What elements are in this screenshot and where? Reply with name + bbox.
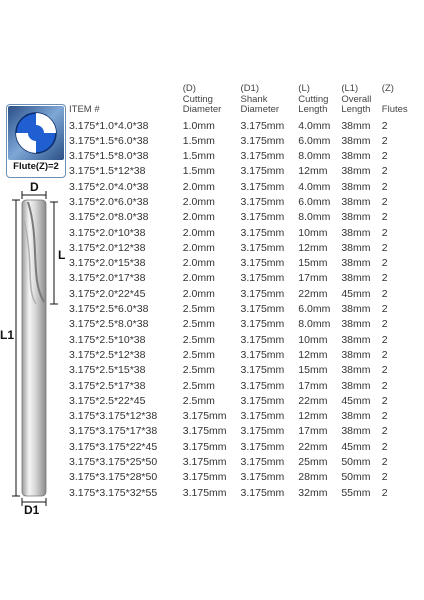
cell-item: 3.175*2.5*10*38 — [69, 333, 146, 346]
cell-item: 3.175*2.0*6.0*38 — [69, 195, 149, 208]
cell-flutes: 2 — [381, 303, 388, 316]
table-row — [68, 333, 416, 348]
cell-item: 3.175*2.0*4.0*38 — [69, 180, 149, 193]
cell-flutes: 2 — [381, 195, 388, 208]
cell-cutting-length: 8.0mm — [298, 150, 331, 163]
cell-cutting-length: 10mm — [298, 226, 328, 239]
cell-flutes: 2 — [381, 333, 388, 346]
cell-flutes: 2 — [381, 180, 388, 193]
cell-overall-length: 50mm — [341, 471, 371, 484]
table-body — [68, 119, 416, 501]
cell-cutting-diameter: 2.0mm — [182, 195, 215, 208]
cell-cutting-length: 28mm — [298, 471, 328, 484]
spec-table — [68, 84, 416, 501]
cell-overall-length: 38mm — [341, 348, 371, 361]
cell-shank-diameter: 3.175mm — [240, 303, 285, 316]
cell-overall-length: 38mm — [341, 364, 371, 377]
cell-cutting-diameter: 2.0mm — [182, 272, 215, 285]
cell-flutes: 2 — [381, 410, 388, 423]
cell-shank-diameter: 3.175mm — [240, 272, 285, 285]
cell-overall-length: 38mm — [341, 410, 371, 423]
cell-overall-length: 38mm — [341, 379, 371, 392]
cell-cutting-diameter: 1.0mm — [182, 119, 215, 132]
cell-item: 3.175*2.0*8.0*38 — [69, 211, 149, 224]
cell-overall-length: 38mm — [341, 318, 371, 331]
table-row — [68, 164, 416, 179]
cell-cutting-diameter: 2.0mm — [182, 241, 215, 254]
end-mill-drawing — [0, 180, 66, 510]
cell-item: 3.175*2.0*10*38 — [69, 226, 146, 239]
cell-shank-diameter: 3.175mm — [240, 394, 285, 407]
cell-cutting-diameter: 2.0mm — [182, 211, 215, 224]
table-row — [68, 455, 416, 470]
header-item-l2: ITEM # — [69, 104, 100, 115]
cell-flutes: 2 — [381, 379, 388, 392]
table-row — [68, 149, 416, 164]
cell-overall-length: 38mm — [341, 272, 371, 285]
header-cutting-diameter — [182, 84, 240, 119]
header-overall-length-l2: Length — [341, 104, 371, 115]
header-shank-diameter — [240, 84, 298, 119]
cell-flutes: 2 — [381, 486, 388, 499]
cell-overall-length: 38mm — [341, 303, 371, 316]
table-row — [68, 287, 416, 302]
cell-cutting-diameter: 3.175mm — [182, 456, 227, 469]
cell-cutting-diameter: 1.5mm — [182, 150, 215, 163]
cell-flutes: 2 — [381, 425, 388, 438]
cell-cutting-diameter: 2.5mm — [182, 348, 215, 361]
table-row — [68, 226, 416, 241]
cell-shank-diameter: 3.175mm — [240, 165, 285, 178]
header-cutting-length — [297, 84, 340, 119]
header-overall-length — [340, 84, 380, 119]
cell-overall-length: 38mm — [341, 226, 371, 239]
cell-flutes: 2 — [381, 394, 388, 407]
cell-shank-diameter: 3.175mm — [240, 456, 285, 469]
cell-overall-length: 38mm — [341, 195, 371, 208]
table-row — [68, 256, 416, 271]
cell-item: 3.175*3.175*22*45 — [69, 440, 158, 453]
cell-cutting-diameter: 1.5mm — [182, 165, 215, 178]
cell-item: 3.175*2.5*8.0*38 — [69, 318, 149, 331]
cell-cutting-length: 12mm — [298, 165, 328, 178]
two-flute-icon — [8, 106, 64, 160]
cell-cutting-length: 25mm — [298, 456, 328, 469]
cell-shank-diameter: 3.175mm — [240, 226, 285, 239]
cell-overall-length: 38mm — [341, 180, 371, 193]
cell-cutting-diameter: 3.175mm — [182, 486, 227, 499]
table-row — [68, 379, 416, 394]
header-flutes-code: (Z) — [381, 83, 394, 94]
cell-item: 3.175*1.5*8.0*38 — [69, 150, 149, 163]
cell-flutes: 2 — [381, 150, 388, 163]
cell-cutting-length: 8.0mm — [298, 211, 331, 224]
cell-flutes: 2 — [381, 241, 388, 254]
table-header-row — [68, 84, 416, 119]
cell-shank-diameter: 3.175mm — [240, 180, 285, 193]
table-row — [68, 195, 416, 210]
cell-flutes: 2 — [381, 348, 388, 361]
cell-cutting-diameter: 2.5mm — [182, 379, 215, 392]
cell-cutting-diameter: 2.0mm — [182, 226, 215, 239]
table-row — [68, 363, 416, 378]
cell-cutting-length: 12mm — [298, 241, 328, 254]
table-row — [68, 440, 416, 455]
cell-cutting-length: 32mm — [298, 486, 328, 499]
cell-flutes: 2 — [381, 257, 388, 270]
cell-item: 3.175*3.175*12*38 — [69, 410, 158, 423]
cell-item: 3.175*3.175*32*55 — [69, 486, 158, 499]
cell-item: 3.175*2.0*17*38 — [69, 272, 146, 285]
cell-overall-length: 55mm — [341, 486, 371, 499]
cell-shank-diameter: 3.175mm — [240, 379, 285, 392]
header-cutting-length-l1: Cutting — [298, 93, 329, 105]
cell-cutting-diameter: 2.0mm — [182, 257, 215, 270]
cell-item: 3.175*2.5*6.0*38 — [69, 303, 149, 316]
header-shank-diameter-l2: Diameter — [240, 104, 280, 115]
cell-item: 3.175*2.5*22*45 — [69, 394, 146, 407]
header-flutes-l2: Flutes — [381, 104, 408, 115]
cell-shank-diameter: 3.175mm — [240, 257, 285, 270]
cell-item: 3.175*1.5*6.0*38 — [69, 134, 149, 147]
cell-item: 3.175*3.175*17*38 — [69, 425, 158, 438]
cell-item: 3.175*2.0*12*38 — [69, 241, 146, 254]
cell-cutting-length: 12mm — [298, 348, 328, 361]
cell-cutting-length: 4.0mm — [298, 180, 331, 193]
header-cutting-diameter-l2: Diameter — [182, 104, 222, 115]
cell-shank-diameter: 3.175mm — [240, 134, 285, 147]
cell-overall-length: 38mm — [341, 150, 371, 163]
cell-shank-diameter: 3.175mm — [240, 241, 285, 254]
cell-cutting-length: 15mm — [298, 364, 328, 377]
table-row — [68, 394, 416, 409]
cell-shank-diameter: 3.175mm — [240, 119, 285, 132]
header-overall-length-code: (L1) — [341, 83, 359, 94]
cell-cutting-length: 6.0mm — [298, 134, 331, 147]
cell-shank-diameter: 3.175mm — [240, 364, 285, 377]
table-row — [68, 470, 416, 485]
cell-item: 3.175*2.0*22*45 — [69, 287, 146, 300]
table-row — [68, 302, 416, 317]
cell-cutting-diameter: 3.175mm — [182, 471, 227, 484]
cell-shank-diameter: 3.175mm — [240, 211, 285, 224]
cell-item: 3.175*2.5*15*38 — [69, 364, 146, 377]
cell-cutting-length: 22mm — [298, 394, 328, 407]
flute-end-view — [8, 106, 64, 160]
cell-cutting-length: 4.0mm — [298, 119, 331, 132]
cell-overall-length: 45mm — [341, 394, 371, 407]
header-flutes — [381, 84, 416, 119]
cell-cutting-length: 17mm — [298, 379, 328, 392]
cell-overall-length: 38mm — [341, 241, 371, 254]
header-shank-diameter-code: (D1) — [240, 83, 260, 94]
cell-overall-length: 38mm — [341, 211, 371, 224]
cell-cutting-diameter: 3.175mm — [182, 425, 227, 438]
table-row — [68, 134, 416, 149]
table-row — [68, 119, 416, 134]
header-cutting-length-code: (L) — [298, 83, 310, 94]
cell-flutes: 2 — [381, 364, 388, 377]
cell-shank-diameter: 3.175mm — [240, 348, 285, 361]
header-cutting-diameter-code: (D) — [182, 83, 196, 94]
cell-overall-length: 38mm — [341, 425, 371, 438]
cell-item: 3.175*2.5*17*38 — [69, 379, 146, 392]
cell-cutting-diameter: 2.5mm — [182, 333, 215, 346]
cell-item: 3.175*3.175*25*50 — [69, 456, 158, 469]
cell-cutting-length: 17mm — [298, 425, 328, 438]
cell-shank-diameter: 3.175mm — [240, 440, 285, 453]
cell-cutting-length: 6.0mm — [298, 303, 331, 316]
header-item-code — [69, 84, 181, 95]
cell-shank-diameter: 3.175mm — [240, 425, 285, 438]
header-cutting-length-l2: Length — [298, 104, 328, 115]
cell-flutes: 2 — [381, 134, 388, 147]
cell-shank-diameter: 3.175mm — [240, 471, 285, 484]
cell-item: 3.175*3.175*28*50 — [69, 471, 158, 484]
dimension-d-label: D — [30, 180, 39, 194]
cell-flutes: 2 — [381, 287, 388, 300]
table-row — [68, 180, 416, 195]
cell-cutting-length: 6.0mm — [298, 195, 331, 208]
cell-shank-diameter: 3.175mm — [240, 333, 285, 346]
flute-count-label: Flute(Z)=2 — [13, 161, 59, 172]
cell-overall-length: 38mm — [341, 257, 371, 270]
header-shank-diameter-l1: Shank — [240, 93, 268, 105]
table-row — [68, 210, 416, 225]
cell-cutting-diameter: 3.175mm — [182, 440, 227, 453]
cell-overall-length: 38mm — [341, 333, 371, 346]
cell-shank-diameter: 3.175mm — [240, 287, 285, 300]
header-overall-length-l1: Overall — [341, 93, 372, 105]
dimension-l-label: L — [58, 248, 66, 262]
cell-flutes: 2 — [381, 456, 388, 469]
cell-cutting-length: 15mm — [298, 257, 328, 270]
header-cutting-diameter-l1: Cutting — [182, 93, 213, 105]
table-row — [68, 241, 416, 256]
cell-cutting-diameter: 1.5mm — [182, 134, 215, 147]
cell-shank-diameter: 3.175mm — [240, 195, 285, 208]
cell-flutes: 2 — [381, 211, 388, 224]
flute-cross-section-panel — [6, 104, 66, 178]
cell-item: 3.175*1.0*4.0*38 — [69, 119, 149, 132]
cell-cutting-diameter: 2.5mm — [182, 364, 215, 377]
cell-flutes: 2 — [381, 440, 388, 453]
table-row — [68, 486, 416, 501]
table-row — [68, 271, 416, 286]
cell-cutting-diameter: 3.175mm — [182, 410, 227, 423]
cell-flutes: 2 — [381, 119, 388, 132]
cell-cutting-diameter: 2.5mm — [182, 303, 215, 316]
cell-item: 3.175*1.5*12*38 — [69, 165, 146, 178]
dimension-d1-label: D1 — [24, 503, 40, 517]
table-row — [68, 424, 416, 439]
cell-shank-diameter: 3.175mm — [240, 486, 285, 499]
cell-shank-diameter: 3.175mm — [240, 318, 285, 331]
table-row — [68, 348, 416, 363]
cell-cutting-length: 8.0mm — [298, 318, 331, 331]
cell-shank-diameter: 3.175mm — [240, 410, 285, 423]
cell-flutes: 2 — [381, 226, 388, 239]
cell-flutes: 2 — [381, 471, 388, 484]
cell-overall-length: 45mm — [341, 440, 371, 453]
cell-cutting-length: 22mm — [298, 287, 328, 300]
cell-cutting-length: 12mm — [298, 410, 328, 423]
cell-flutes: 2 — [381, 165, 388, 178]
cell-cutting-length: 10mm — [298, 333, 328, 346]
cell-overall-length: 38mm — [341, 165, 371, 178]
cell-flutes: 2 — [381, 272, 388, 285]
cell-cutting-diameter: 2.0mm — [182, 180, 215, 193]
header-item — [68, 84, 182, 119]
cell-overall-length: 45mm — [341, 287, 371, 300]
table-row — [68, 317, 416, 332]
table-row — [68, 409, 416, 424]
cell-item: 3.175*2.0*15*38 — [69, 257, 146, 270]
cell-overall-length: 50mm — [341, 456, 371, 469]
cell-cutting-diameter: 2.5mm — [182, 394, 215, 407]
cell-cutting-diameter: 2.5mm — [182, 318, 215, 331]
cell-cutting-diameter: 2.0mm — [182, 287, 215, 300]
cell-flutes: 2 — [381, 318, 388, 331]
dimension-l1-label: L1 — [0, 328, 15, 342]
cell-overall-length: 38mm — [341, 134, 371, 147]
cell-shank-diameter: 3.175mm — [240, 150, 285, 163]
cell-cutting-length: 17mm — [298, 272, 328, 285]
cell-cutting-length: 22mm — [298, 440, 328, 453]
cell-overall-length: 38mm — [341, 119, 371, 132]
cell-item: 3.175*2.5*12*38 — [69, 348, 146, 361]
